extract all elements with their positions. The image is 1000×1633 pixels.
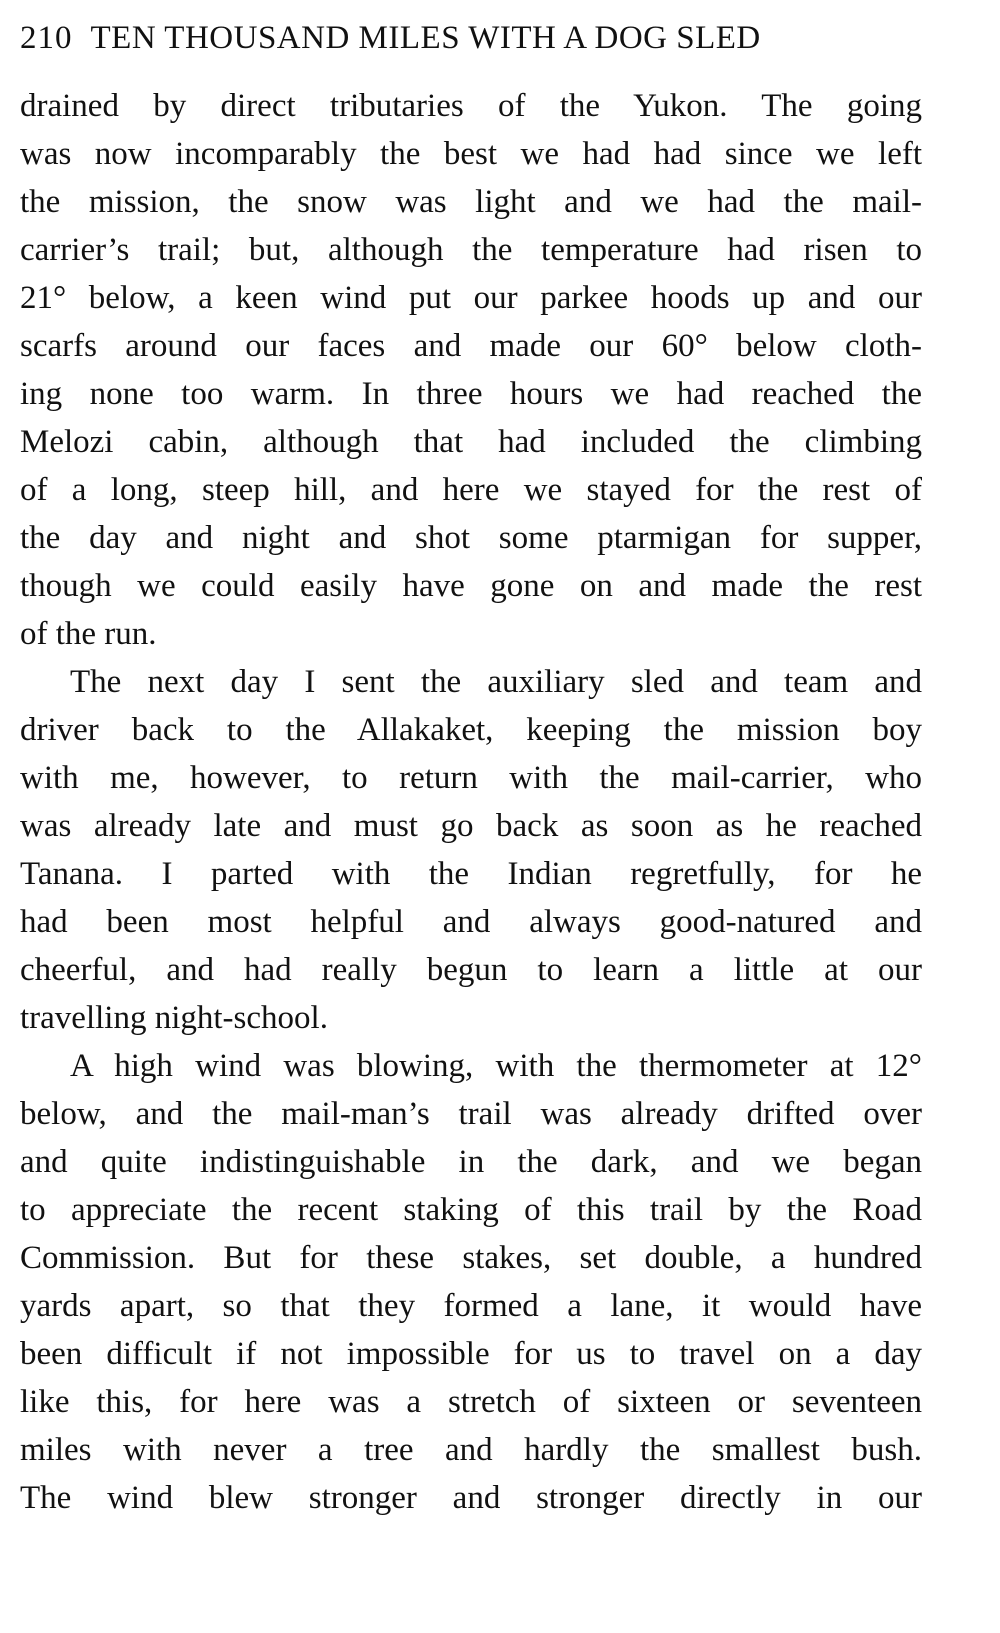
text-line: Melozi cabin, although that had included the climbing <box>20 424 922 460</box>
text-line: with me, however, to return with the mail-carrier, who <box>20 760 922 796</box>
page-number: 210 <box>20 20 73 56</box>
text-line: scarfs around our faces and made our 60° below cloth- <box>20 328 922 364</box>
running-head <box>20 14 940 62</box>
text-line: 21° below, a keen wind put our parkee hoods up and our <box>20 280 922 316</box>
text-line: and quite indistinguishable in the dark, and we began <box>20 1144 922 1180</box>
text-line: The next day I sent the auxiliary sled and team and <box>70 664 922 700</box>
text-line: was now incomparably the best we had had since we left <box>20 136 922 172</box>
text-line: drained by direct tributaries of the Yukon. The going <box>20 88 922 124</box>
text-line: ing none too warm. In three hours we had reached the <box>20 376 922 412</box>
text-line: to appreciate the recent staking of this trail by the Road <box>20 1192 922 1228</box>
text-line: carrier’s trail; but, although the temperature had risen to <box>20 232 922 268</box>
text-line: below, and the mail-man’s trail was already drifted over <box>20 1096 922 1132</box>
running-title: TEN THOUSAND MILES WITH A DOG SLED <box>90 20 761 56</box>
text-line: A high wind was blowing, with the thermometer at 12° <box>70 1048 922 1084</box>
text-line: of the run. <box>20 616 157 652</box>
text-line: though we could easily have gone on and made the rest <box>20 568 922 604</box>
text-line: was already late and must go back as soon as he reached <box>20 808 922 844</box>
text-line: like this, for here was a stretch of sixteen or seventeen <box>20 1384 922 1420</box>
text-line: Tanana. I parted with the Indian regretfully, for he <box>20 856 922 892</box>
text-line: of a long, steep hill, and here we stayed for the rest of <box>20 472 922 508</box>
text-line: miles with never a tree and hardly the smallest bush. <box>20 1432 922 1468</box>
text-line: The wind blew stronger and stronger directly in our <box>20 1480 922 1516</box>
text-line: cheerful, and had really begun to learn a little at our <box>20 952 922 988</box>
text-line: the mission, the snow was light and we had the mail- <box>20 184 922 220</box>
text-line: driver back to the Allakaket, keeping the mission boy <box>20 712 922 748</box>
text-line: had been most helpful and always good-natured and <box>20 904 922 940</box>
text-line: Commission. But for these stakes, set double, a hundred <box>20 1240 922 1276</box>
text-line: yards apart, so that they formed a lane, it would have <box>20 1288 922 1324</box>
text-line: travelling night-school. <box>20 1000 328 1036</box>
text-line: the day and night and shot some ptarmigan for supper, <box>20 520 922 556</box>
text-line: been difficult if not impossible for us to travel on a day <box>20 1336 922 1372</box>
